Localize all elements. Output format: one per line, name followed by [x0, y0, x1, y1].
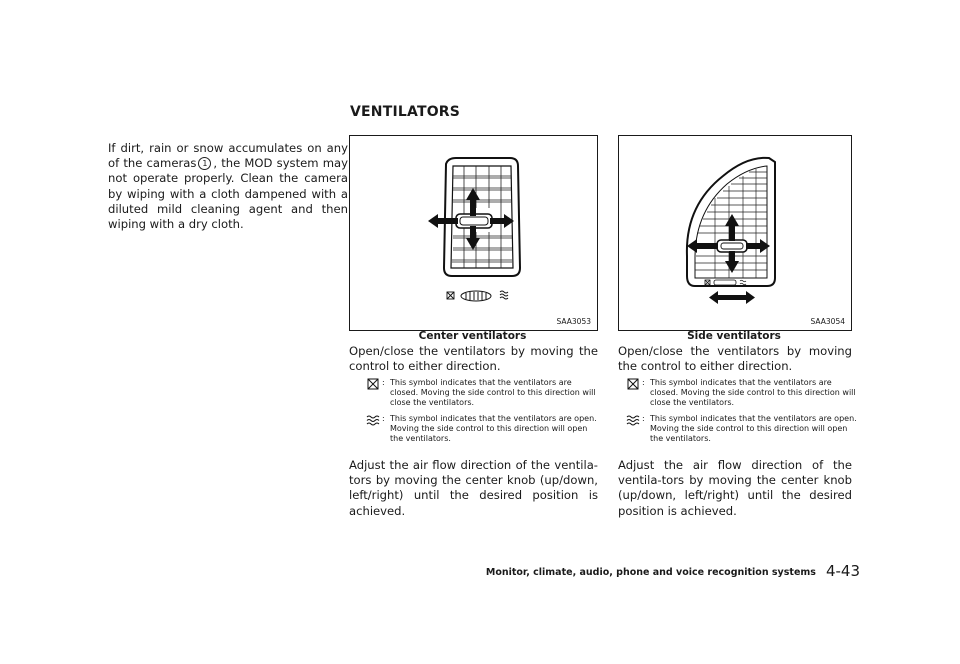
page-footer: [486, 562, 860, 580]
closed-symbol-description: This symbol indicates that the ventilators are closed. Moving the side control to this direction will close the ventilators.: [390, 378, 596, 408]
symbol-colon: :: [642, 414, 645, 423]
figure-code: SAA3054: [810, 317, 845, 326]
open-symbol-description: This symbol indicates that the ventilators are open. Moving the side control to this direction will open the ventilators.: [390, 414, 597, 444]
symbol-colon: :: [642, 378, 645, 387]
intro-text-start: If dirt, rain or snow accumulates on any of the cameras: [108, 141, 348, 171]
dial-control: [461, 291, 491, 301]
figure-caption: Side ventilators: [687, 330, 781, 342]
open-close-instruction: Open/close the ventilators by moving the control to either direction.: [618, 344, 852, 374]
figure-code: SAA3053: [556, 317, 591, 326]
side-ventilator-figure: [618, 135, 852, 331]
open-close-instruction: Open/close the ventilators by moving the control to either direction.: [349, 344, 598, 374]
vent-open-icon: [366, 414, 380, 426]
reference-number-badge: 1: [198, 157, 211, 170]
airflow-adjust-paragraph: Adjust the air flow direction of the ventila-tors by moving the center knob (up/down, left/right) until the desired position is achieved.: [349, 458, 598, 518]
vent-closed-icon: [626, 378, 640, 390]
symbol-colon: :: [382, 414, 385, 423]
airflow-adjust-paragraph: Adjust the air flow direction of the ventila-tors by moving the center knob (up/down, left/right) until the desired position is achieved.: [618, 458, 852, 518]
footer-section-title: Monitor, climate, audio, phone and voice recognition systems: [485, 567, 816, 578]
page-number: 4-43: [825, 562, 860, 580]
center-ventilator-figure: [349, 135, 598, 331]
camera-cleaning-paragraph: [108, 141, 348, 232]
figure-caption: Center ventilators: [418, 330, 527, 342]
intro-text-end: , the MOD system may not operate properly. Clean the camera by wiping with a cloth dampened with a diluted mild cleaning agent and then wiping with a dry cloth.: [108, 156, 349, 232]
open-symbol-description: This symbol indicates that the ventilators are open. Moving the side control to this direction will open the ventilators.: [650, 414, 857, 444]
vent-open-icon: [626, 414, 640, 426]
section-title: VENTILATORS: [350, 104, 461, 120]
symbol-colon: :: [382, 378, 385, 387]
vent-closed-icon: [366, 378, 380, 390]
side-ventilator-illustration: [619, 136, 851, 330]
closed-symbol-description: This symbol indicates that the ventilators are closed. Moving the side control to this direction will close the ventilators.: [650, 378, 856, 408]
center-ventilator-illustration: [350, 136, 597, 330]
